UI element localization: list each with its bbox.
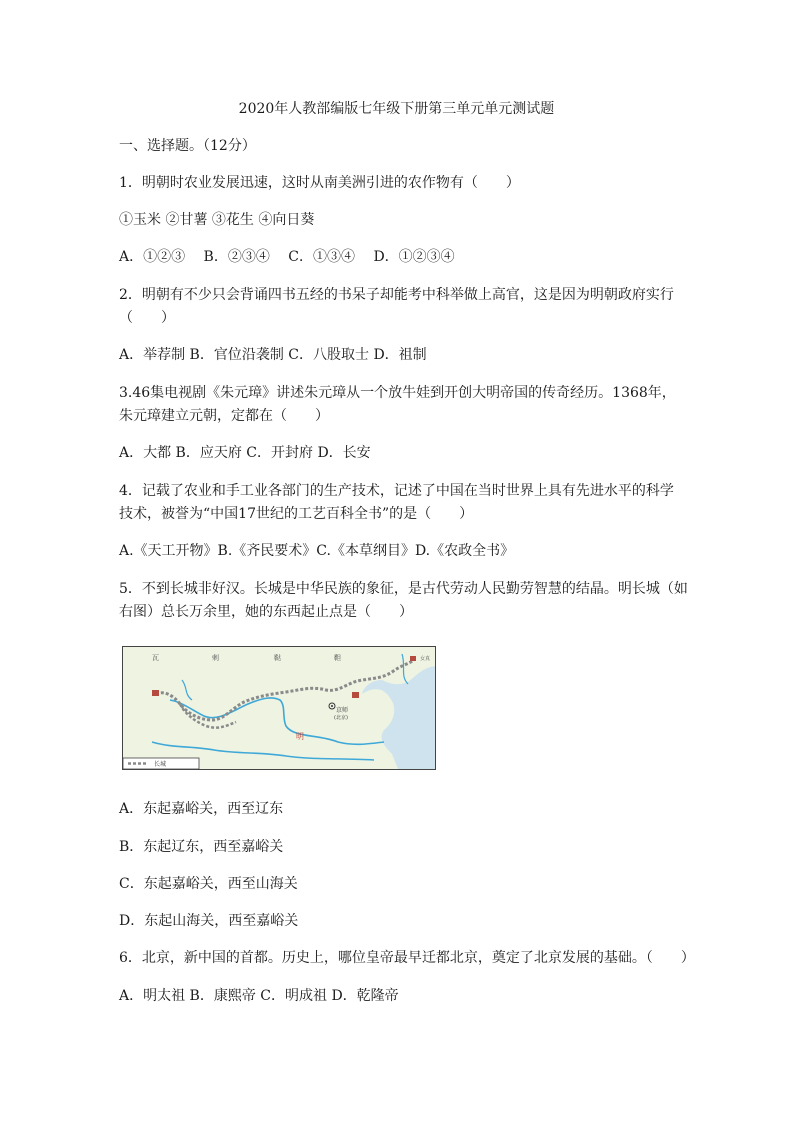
question-1-items: ①玉米 ②甘薯 ③花生 ④向日葵: [119, 212, 315, 228]
liaodong-marker: [410, 656, 416, 661]
question-6: 6．北京，新中国的首都。历史上，哪位皇帝最早迁都北京，奠定了北京发展的基础。（ ）: [119, 950, 695, 966]
map-frame: [123, 647, 436, 770]
question-2-options: A．举荐制 B．官位沿袭制 C．八股取士 D．祖制: [119, 347, 427, 363]
capital-sub-label: (北京): [334, 715, 348, 721]
map-label-ming: 明: [296, 732, 304, 741]
question-5-option-a: A．东起嘉峪关，西至辽东: [119, 801, 284, 817]
question-5-option-b: B．东起辽东，西至嘉峪关: [119, 839, 284, 855]
map-label-la: 剌: [212, 654, 219, 662]
page-title: 2020年人教部编版七年级下册第三单元单元测试题: [238, 101, 555, 117]
map-label-da: 鞑: [274, 654, 281, 662]
question-2: 2．明朝有不少只会背诵四书五经的书呆子却能考中科举做上高官，这是因为明朝政府实行: [119, 287, 674, 303]
question-5-option-d: D．东起山海关，西至嘉峪关: [119, 913, 299, 929]
question-6-options: A．明太祖 B．康熙帝 C．明成祖 D．乾隆帝: [119, 988, 399, 1004]
question-5: 5．不到长城非好汉。长城是中华民族的象征，是古代劳动人民勤劳智慧的结晶。明长城（如: [119, 581, 688, 597]
map-label-wa: 瓦: [152, 654, 159, 662]
question-1: 1．明朝时农业发展迅速，这时从南美洲引进的农作物有（ ）: [119, 175, 520, 191]
question-4-options: A.《天工开物》B.《齐民要术》C.《本草纲目》D.《农政全书》: [119, 543, 515, 559]
great-wall-map: [122, 646, 436, 770]
capital-dot: [331, 705, 333, 707]
question-3-options: A．大都 B．应天府 C．开封府 D．长安: [119, 445, 371, 461]
map-label-dan: 靼: [334, 654, 341, 662]
capital-label: 京师: [336, 707, 349, 714]
map-label-nuzhen: 女真: [420, 656, 431, 662]
legend-label: 长城: [154, 761, 167, 768]
question-4-cont: 技术，被誉为“中国17世纪的工艺百科全书”的是（ ）: [119, 506, 474, 522]
question-3-cont: 朱元璋建立元朝，定都在（ ）: [119, 408, 329, 424]
jiayuguan-marker: [152, 690, 159, 696]
question-1-options: A．①②③ B．②③④ C．①③④ D．①②③④: [119, 249, 455, 265]
question-3: 3.46集电视剧《朱元璋》讲述朱元璋从一个放牛娃到开创大明帝国的传奇经历。1368年，: [119, 385, 676, 401]
question-2-cont: （ ）: [119, 310, 175, 326]
section-heading: 一、选择题。（12分）: [119, 138, 256, 154]
question-4: 4．记载了农业和手工业各部门的生产技术，记述了中国在当时世界上具有先进水平的科学: [119, 483, 674, 499]
question-5-option-c: C．东起嘉峪关，西至山海关: [119, 876, 298, 892]
question-5-cont: 右图）总长万余里，她的东西起止点是（ ）: [119, 604, 413, 620]
shanhaiguan-marker: [352, 692, 359, 698]
